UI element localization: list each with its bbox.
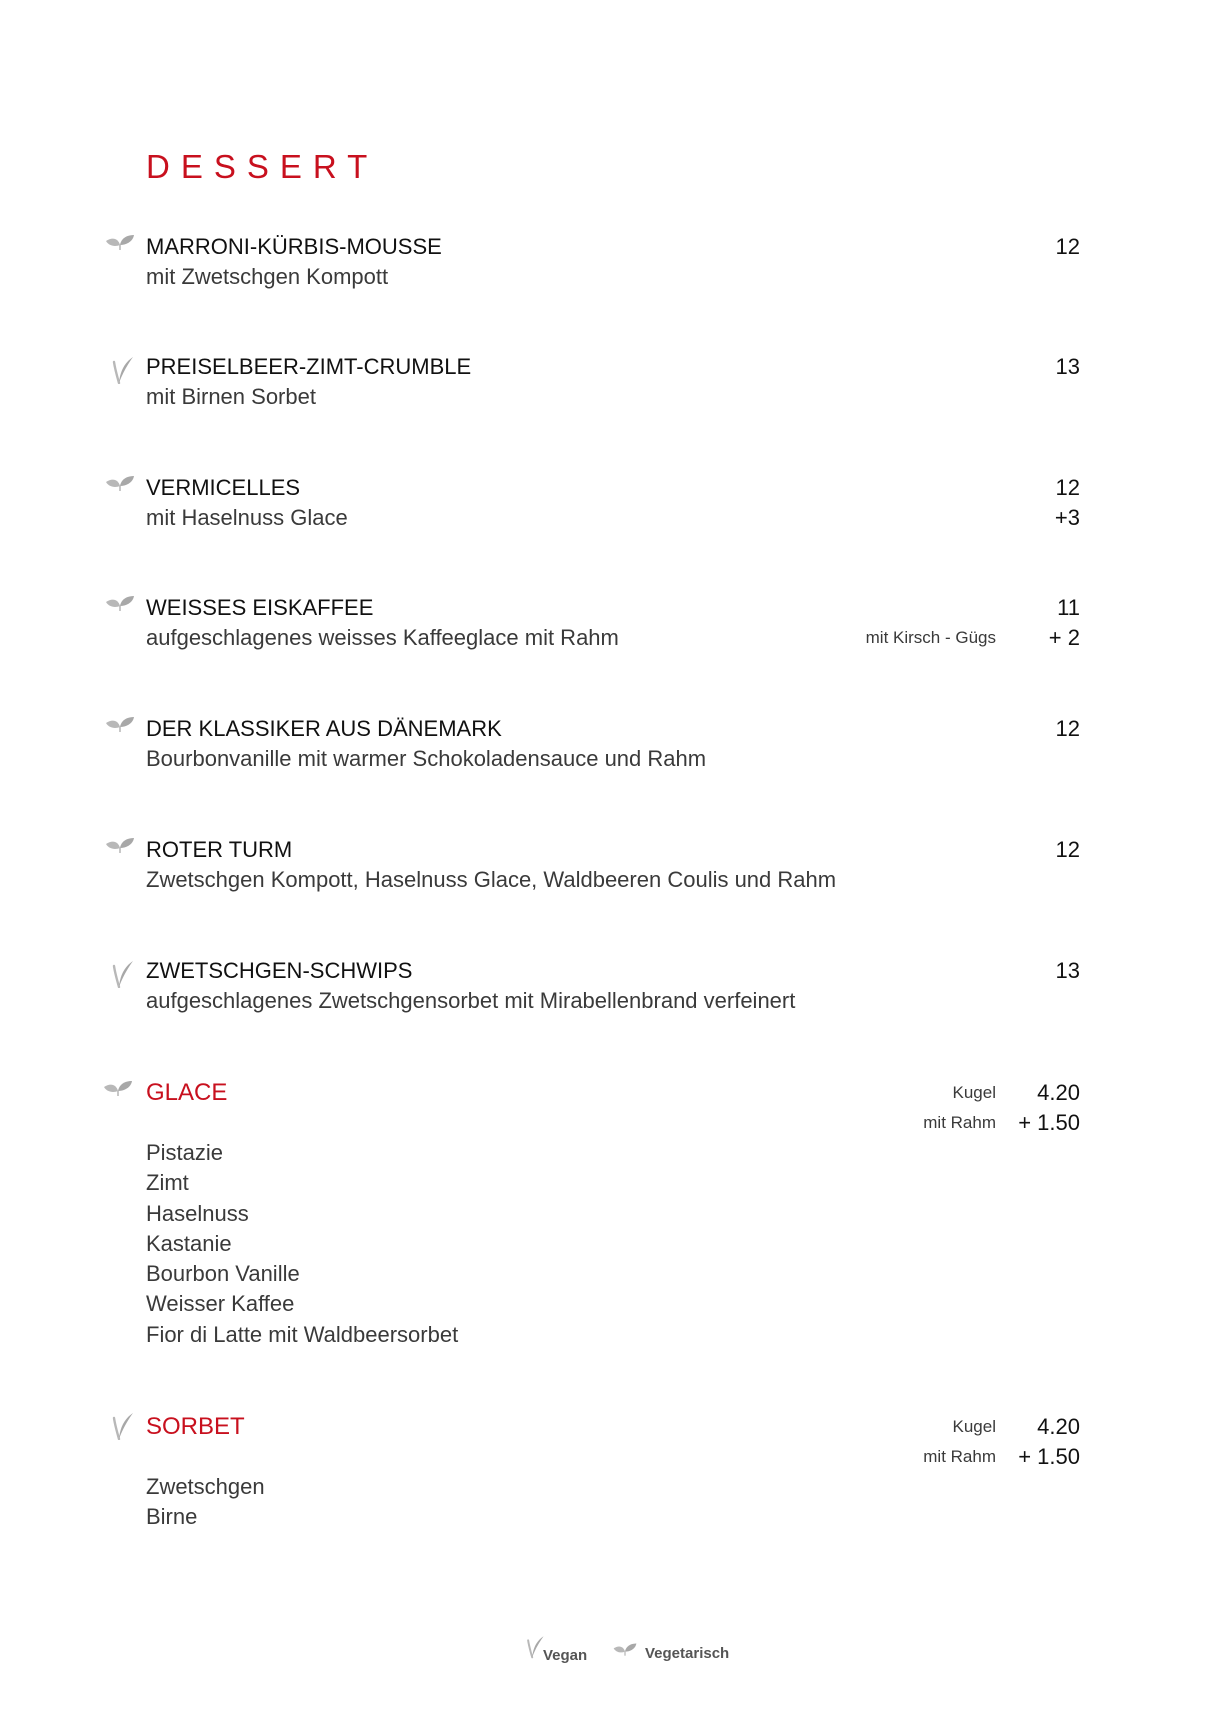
item-name: WEISSES EISKAFFEE [146,595,374,620]
item-price: 11 [1057,595,1080,620]
menu-item [0,835,1222,895]
item-description: aufgeschlagenes Zwetschgensorbet mit Mirabellenbrand verfeinert [146,988,796,1013]
list-item: Bourbon Vanille [146,1261,300,1287]
vegan-sprout-icon [104,958,136,988]
vegetarian-leaf-icon [102,1074,134,1104]
item-description: Zwetschgen Kompott, Haselnuss Glace, Waldbeeren Coulis und Rahm [146,867,837,892]
menu-item [0,956,1222,1016]
item-name: VERMICELLES [146,475,301,500]
scoop-label: Kugel [952,1083,996,1102]
vegetarian-leaf-icon [104,228,136,258]
scoop-price: 4.20 [1037,1414,1080,1439]
vegetarian-leaf-icon [104,710,136,740]
item-extra-note: mit Kirsch - Gügs [865,628,996,647]
item-price: 13 [1055,354,1080,379]
item-description: mit Haselnuss Glace [146,505,348,530]
menu-item [0,352,1222,412]
list-item: Haselnuss [146,1200,249,1226]
item-price: 12 [1055,716,1080,741]
vegetarian-leaf-icon [104,831,136,861]
item-name: PREISELBEER-ZIMT-CRUMBLE [146,354,472,379]
item-description: Bourbonvanille mit warmer Schokoladensauce und Rahm [146,746,707,771]
item-extra-price: +3 [1054,505,1080,530]
item-extra-price: + 2 [1048,625,1080,650]
menu-item [0,714,1222,774]
cream-label: mit Rahm [923,1113,996,1132]
cream-price: + 1.50 [1018,1110,1080,1135]
vegetarian-leaf-icon [104,589,136,619]
vegan-sprout-icon [104,1410,136,1440]
list-item: Weisser Kaffee [146,1291,295,1317]
legend-vegetarian-label: Vegetarisch [645,1645,730,1662]
list-item: Fior di Latte mit Waldbeersorbet [146,1321,459,1347]
item-name: ZWETSCHGEN-SCHWIPS [146,958,413,983]
legend-vegan-label: Vegan [543,1647,588,1664]
item-price: 13 [1055,958,1080,983]
item-description: aufgeschlagenes weisses Kaffeeglace mit Rahm [146,625,619,650]
page-title: DESSERT [146,148,379,185]
section-title: SORBET [146,1413,245,1440]
menu-item [0,232,1222,292]
list-item: Kastanie [146,1230,232,1256]
sorbet-section [0,1412,1222,1542]
flavor-list [146,1138,458,1350]
item-price: 12 [1055,837,1080,862]
menu-item [0,473,1222,533]
vegetarian-leaf-icon [612,1636,638,1664]
item-description: mit Zwetschgen Kompott [146,264,389,289]
cream-label: mit Rahm [923,1447,996,1466]
item-price: 12 [1055,234,1080,259]
glace-section [0,1078,1222,1358]
cream-price: + 1.50 [1018,1444,1080,1469]
flavor-list [146,1472,265,1533]
menu-item [0,593,1222,653]
vegetarian-leaf-icon [104,469,136,499]
item-price: 12 [1055,475,1080,500]
scoop-label: Kugel [952,1417,996,1436]
scoop-price: 4.20 [1037,1080,1080,1105]
list-item: Birne [146,1504,198,1530]
list-item: Pistazie [146,1140,224,1165]
item-name: MARRONI-KÜRBIS-MOUSSE [146,234,442,259]
vegan-sprout-icon [104,354,136,384]
legend [0,1632,1222,1672]
item-name: ROTER TURM [146,837,293,862]
list-item: Zwetschgen [146,1474,265,1499]
item-name: DER KLASSIKER AUS DÄNEMARK [146,716,502,741]
item-description: mit Birnen Sorbet [146,384,316,409]
section-title: GLACE [146,1079,228,1106]
list-item: Zimt [146,1170,189,1196]
